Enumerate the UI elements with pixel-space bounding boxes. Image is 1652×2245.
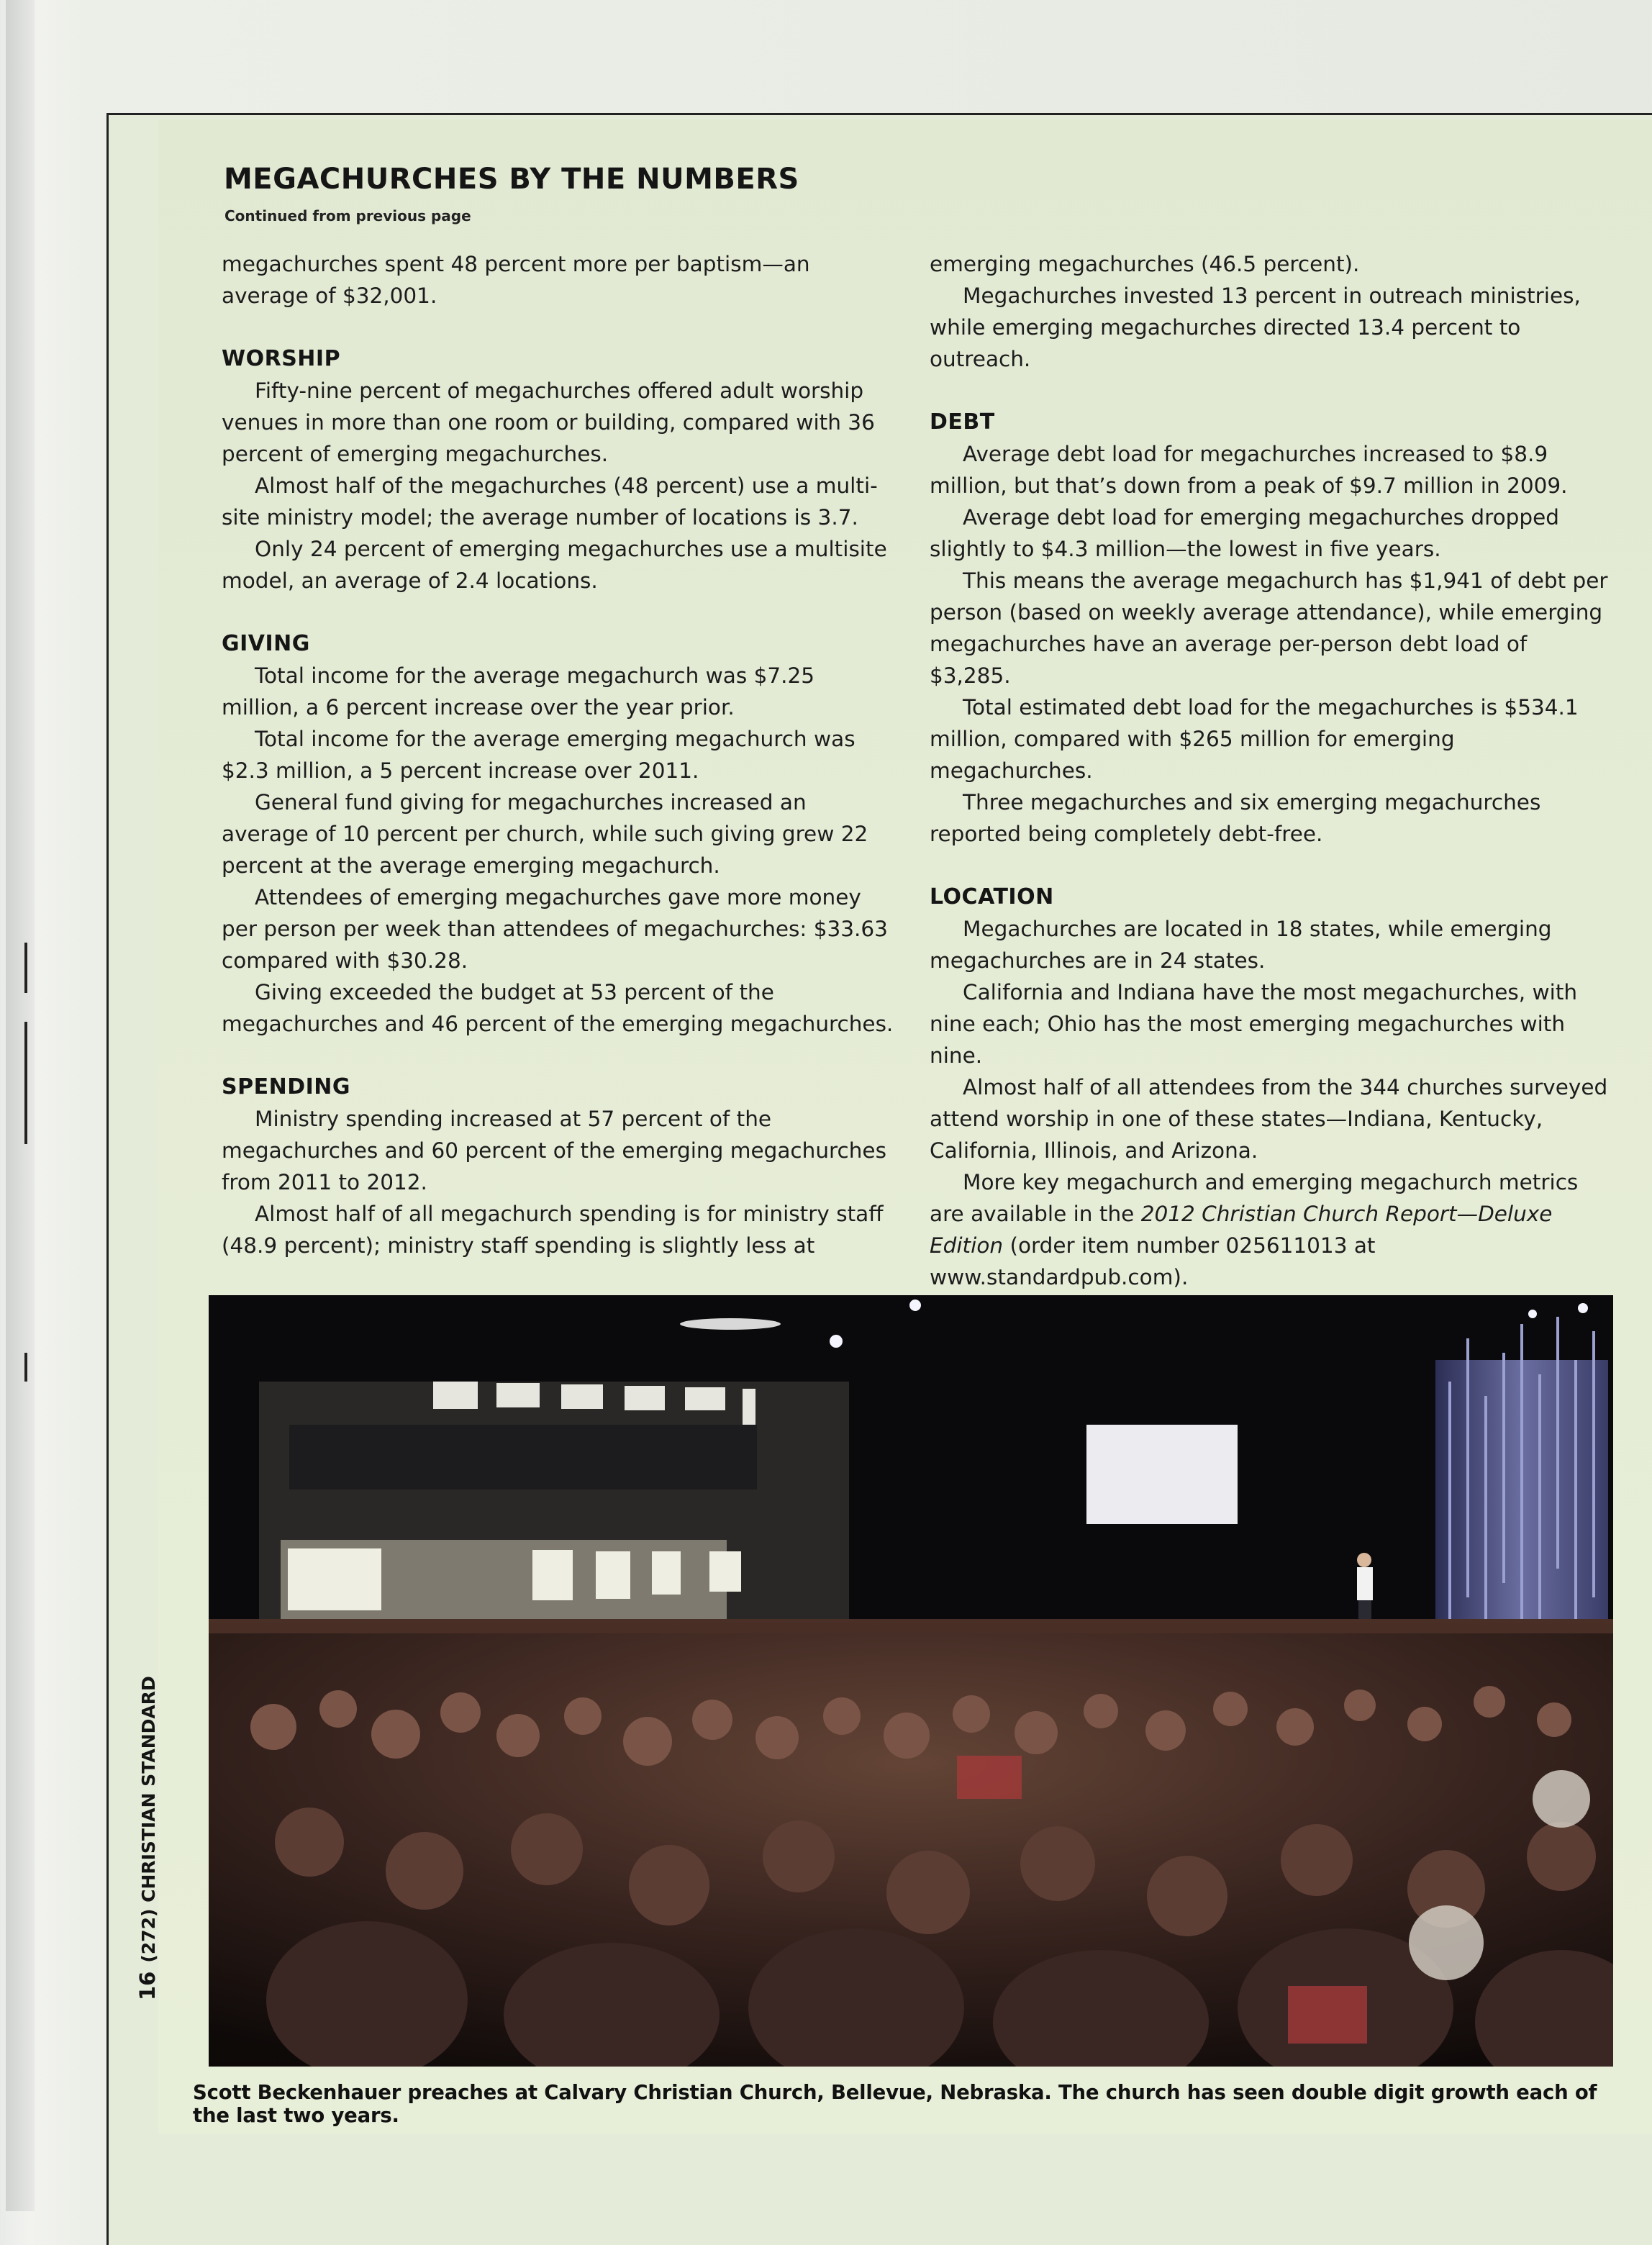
intro-paragraph: megachurches spent 48 percent more per baptism—an average of $32,001.	[222, 252, 810, 308]
publication-label: (272) CHRISTIAN STANDARD	[138, 1676, 159, 1963]
closing-paragraph	[930, 1166, 1613, 1293]
paragraph: California and Indiana have the most megachurches, with nine each; Ohio has the most emerging megachurches with nine.	[930, 980, 1578, 1068]
worship-photo	[209, 1295, 1613, 2067]
spine-mark	[24, 1353, 27, 1382]
paragraph: Almost half of all megachurch spending is for ministry staff (48.9 percent); ministry staff spending is slightly less at	[222, 1202, 884, 1258]
paragraph: Total estimated debt load for the megachurches is $534.1 million, compared with $265 million for emerging megachurches.	[930, 695, 1579, 783]
paragraph: General fund giving for megachurches increased an average of 10 percent per church, while such giving grew 22 percent at the average emerging megachurch.	[222, 790, 868, 878]
paragraph: Average debt load for megachurches increased to $8.9 million, but that’s down from a peak of $9.7 million in 2009.	[930, 442, 1568, 498]
page-spine	[6, 0, 35, 2211]
closing-text: (order item number 025611013 at www.standardpub.com).	[930, 1233, 1376, 1289]
paragraph: Total income for the average megachurch was $7.25 million, a 6 percent increase over the year prior.	[222, 663, 815, 720]
section-heading-location: LOCATION	[930, 884, 1054, 910]
paragraph: Total income for the average emerging megachurch was $2.3 million, a 5 percent increase over 2011.	[222, 727, 856, 783]
photo-caption: Scott Beckenhauer preaches at Calvary Christian Church, Bellevue, Nebraska. The church has seen double digit growth each of the last two years.	[193, 2081, 1597, 2127]
section-heading-worship: WORSHIP	[222, 346, 341, 371]
projection-screen	[1086, 1425, 1238, 1524]
paragraph: Giving exceeded the budget at 53 percent of the megachurches and 46 percent of the emerging megachurches.	[222, 980, 894, 1036]
closing-text: More key megachurch and emerging megachurch metrics are available in the	[930, 1170, 1579, 1226]
intro-paragraph: emerging megachurches (46.5 percent).	[930, 252, 1360, 276]
report-title: 2012 Christian Church Report—Deluxe Edition	[930, 1202, 1553, 1258]
paragraph: Only 24 percent of emerging megachurches use a multisite model, an average of 2.4 locations.	[222, 537, 887, 593]
paragraph: Average debt load for emerging megachurches dropped slightly to $4.3 million—the lowest in five years.	[930, 505, 1559, 561]
paragraph: Ministry spending increased at 57 percent of the megachurches and 60 percent of the emerging megachurches from 2011 to 2012.	[222, 1107, 886, 1194]
paragraph: Almost half of all attendees from the 344 churches surveyed attend worship in one of these states—Indiana, Kentucky, California, Illinois, and Arizona.	[930, 1075, 1608, 1163]
page-folio	[135, 1676, 160, 2000]
ceiling-fan	[680, 1318, 781, 1330]
paragraph: Attendees of emerging megachurches gave more money per person per week than attendees of megachurches: $33.63 compared with $30.28.	[222, 885, 888, 973]
wall-panel	[289, 1425, 757, 1489]
paragraph: This means the average megachurch has $1,941 of debt per person (based on weekly average attendance), while emerging megachurches have an average per-person debt load of $3,285.	[930, 568, 1608, 688]
right-column	[930, 248, 1613, 1293]
page-title: MEGACHURCHES BY THE NUMBERS	[224, 163, 799, 196]
spine-mark	[24, 1022, 27, 1144]
section-heading-giving: GIVING	[222, 631, 310, 656]
paragraph: Fifty-nine percent of megachurches offered adult worship venues in more than one room or building, compared with 36 percent of emerging megachurches.	[222, 378, 875, 466]
paragraph: Three megachurches and six emerging megachurches reported being completely debt-free.	[930, 790, 1541, 846]
section-heading-debt: DEBT	[930, 409, 995, 435]
continued-note: Continued from previous page	[224, 207, 471, 224]
section-heading-spending: SPENDING	[222, 1074, 350, 1099]
left-column	[222, 248, 898, 1261]
page-number: 16	[135, 1971, 160, 2000]
paragraph: Almost half of the megachurches (48 percent) use a multi-site ministry model; the average number of locations is 3.7.	[222, 473, 878, 530]
spine-mark	[24, 943, 27, 993]
paragraph: Megachurches invested 13 percent in outreach ministries, while emerging megachurches directed 13.4 percent to outreach.	[930, 284, 1581, 371]
paragraph: Megachurches are located in 18 states, while emerging megachurches are in 24 states.	[930, 917, 1552, 973]
